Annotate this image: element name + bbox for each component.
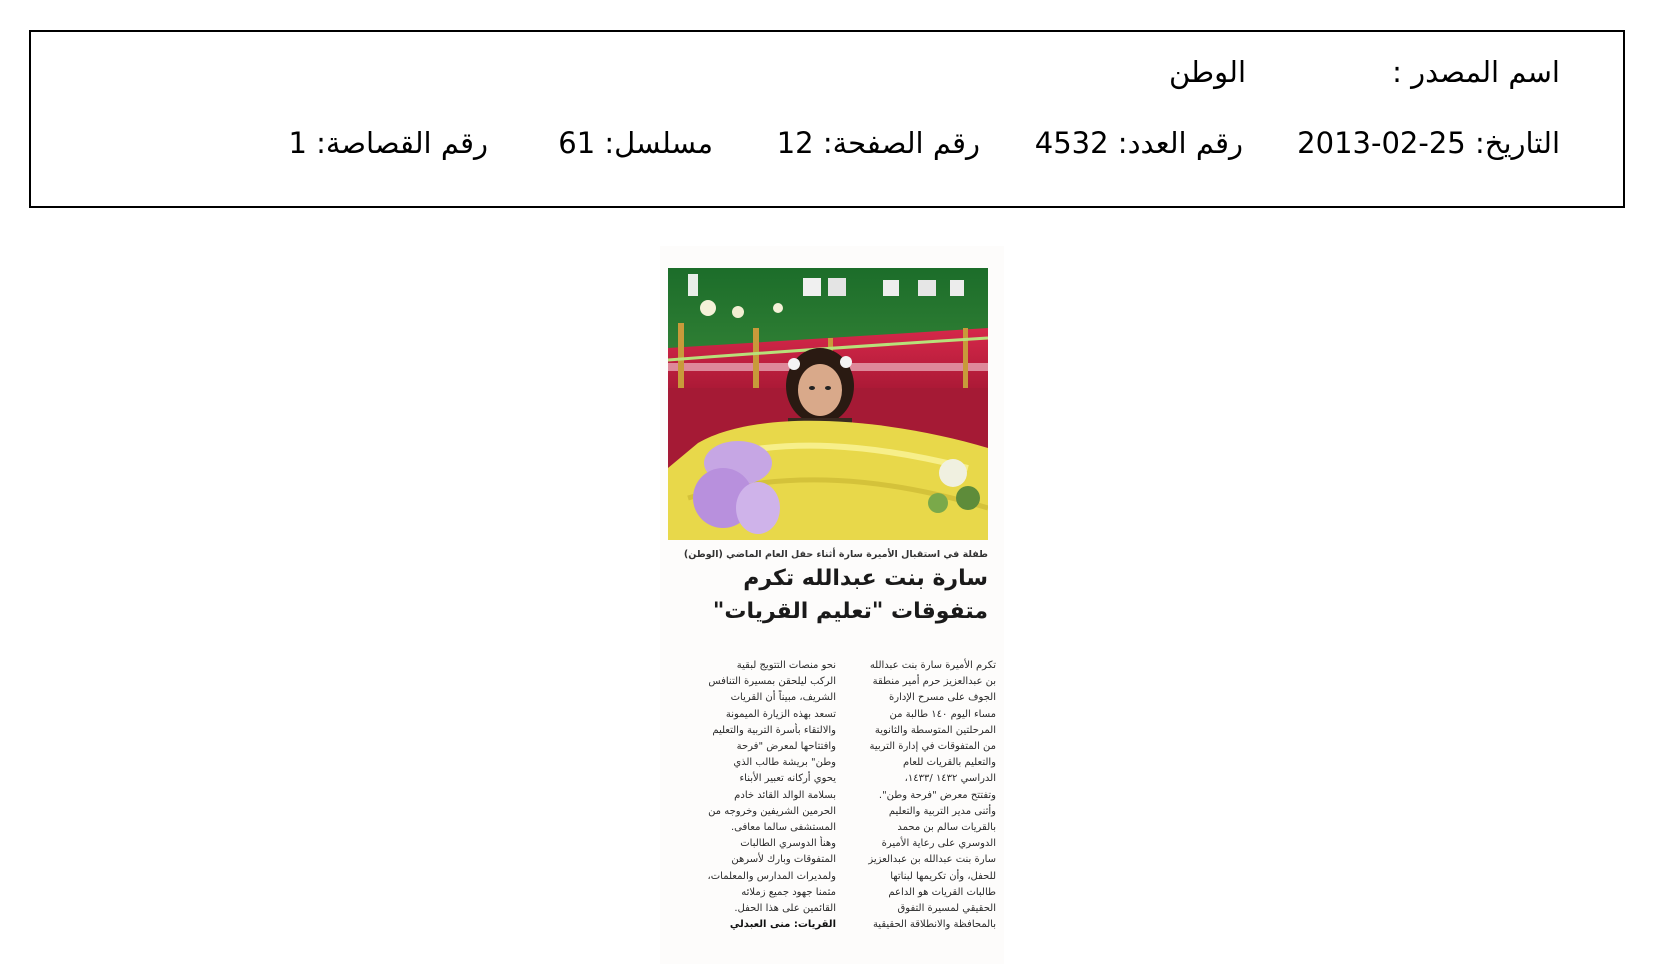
metadata-box [29, 30, 1625, 208]
column-line: بن عبدالعزيز حرم أمير منطقة [872, 676, 996, 688]
column-line: وأثنى مدير التربية والتعليم [888, 805, 996, 817]
column-line: الحقيقي لمسيرة التفوق [897, 903, 996, 915]
headline-line-2: متفوقات "تعليم القريات" [712, 599, 988, 624]
article-photo [668, 268, 988, 540]
column-line: وطن" بريشة طالب الذي [733, 757, 836, 769]
column-line: نحو منصات التتويج لبقية [736, 660, 836, 671]
column-line: الجوف على مسرح الإدارة [889, 692, 996, 704]
column-line: ولمديرات المدارس والمعلمات، [707, 870, 836, 882]
column-line: المستشفى سالما معافى. [730, 822, 836, 834]
column-line: طالبات القريات هو الداعم [888, 886, 996, 898]
column-line: بسلامة الوالد القائد خادم [734, 789, 836, 801]
column-line: وهنأ الدوسري الطالبات [740, 838, 836, 850]
column-line: الركب ليلحقن بمسيرة التنافس [708, 676, 836, 688]
article-byline: القريات: منى العبدلي [729, 919, 836, 931]
source-label: اسم المصدر : [1392, 55, 1560, 89]
column-line: يحوي أركانه تعبير الأبناء [739, 773, 836, 785]
column-line: سارة بنت عبدالله بن عبدالعزيز [868, 854, 996, 866]
column-line: والالتقاء بأسرة التربية والتعليم [712, 724, 836, 736]
clipping-number: رقم القصاصة: 1 [288, 126, 488, 160]
column-line: للحفل، وأن تكريمها لبناتها [890, 870, 996, 882]
column-line: المرحلتين المتوسطة والثانوية [874, 724, 996, 736]
source-value: الوطن [1168, 55, 1246, 89]
date: التاريخ: 25-02-2013 [1297, 126, 1560, 160]
newspaper-clipping [660, 246, 1004, 964]
column-line: تكرم الأميرة سارة بنت عبدالله [869, 660, 996, 671]
column-line: الدراسي ١٤٣٢ /١٤٣٣، [904, 773, 996, 785]
photo-illustration [668, 268, 988, 540]
photo-caption: طفلة في استقبال الأميرة سارة أثناء حفل العام الماضي (الوطن) [683, 549, 988, 560]
page-number: رقم الصفحة: 12 [776, 126, 980, 160]
column-line: الدوسري على رعاية الأميرة [881, 838, 996, 850]
column-line: تسعد بهذه الزيارة الميمونة [725, 708, 836, 720]
column-line: مثمنا جهود جميع زملائه [741, 886, 836, 898]
headline-line-1: سارة بنت عبدالله تكرم [743, 566, 988, 591]
article-column-right [846, 658, 996, 933]
article-column-left [686, 658, 836, 933]
column-line: الحرمين الشريفين وخروجه من [708, 805, 836, 817]
issue-number: رقم العدد: 4532 [1034, 126, 1243, 160]
column-line: المتفوقات وبارك لأسرهن [731, 854, 836, 866]
column-line: وافتتاحها لمعرض "فرحة [736, 741, 836, 753]
column-line: من المتفوقات في إدارة التربية [869, 741, 996, 753]
serial-number: مسلسل: 61 [558, 126, 713, 160]
column-line: وتفتتح معرض "فرحة وطن". [878, 789, 996, 801]
column-line: بالقريات سالم بن محمد [897, 822, 996, 834]
column-line: مساء اليوم ١٤٠ طالبة من [889, 708, 996, 720]
column-line: بالمحافظة والانطلاقة الحقيقية [872, 919, 996, 931]
column-line: الشريف، مبيناً أن القريات [730, 692, 836, 704]
column-line: والتعليم بالقريات للعام [903, 757, 996, 769]
column-line: القائمين على هذا الحفل. [734, 903, 836, 915]
